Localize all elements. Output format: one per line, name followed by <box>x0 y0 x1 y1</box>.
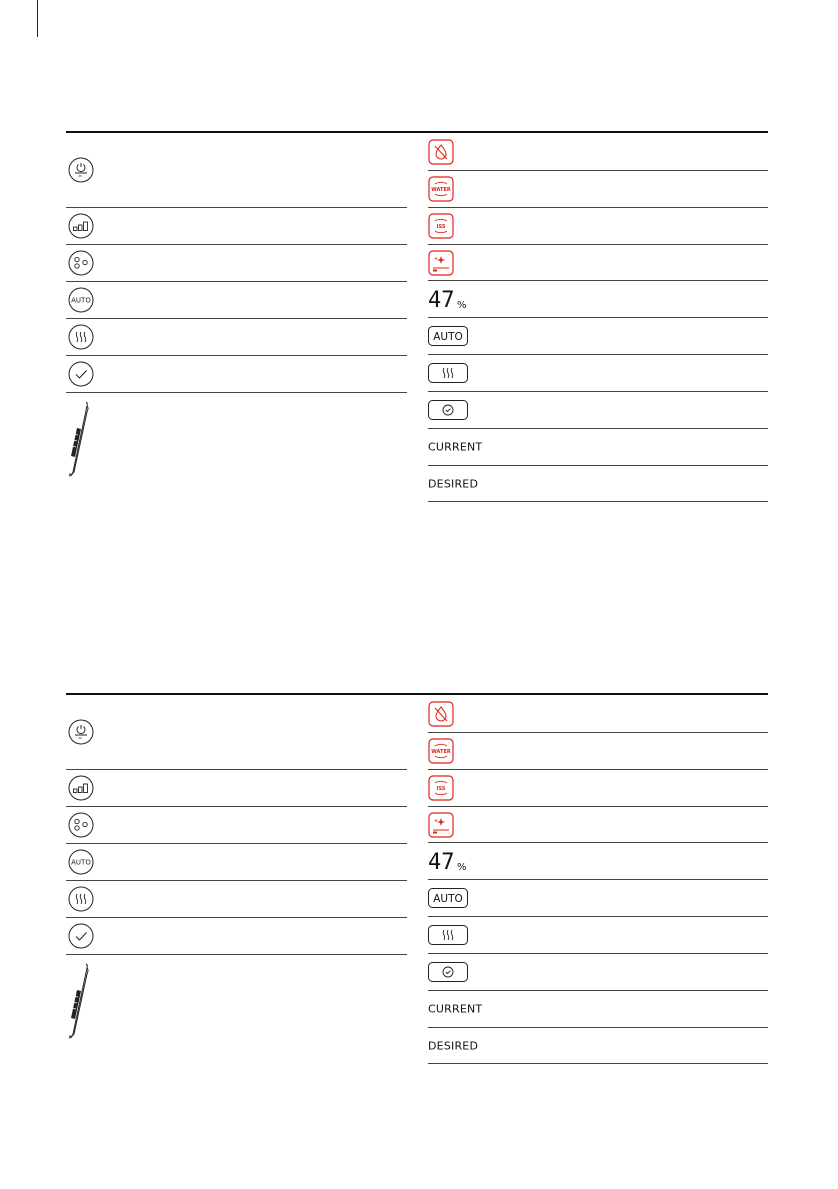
table-row <box>66 282 407 319</box>
table-row <box>66 918 407 955</box>
svg-text:AUTO: AUTO <box>71 296 91 305</box>
svg-text:%: % <box>457 300 467 311</box>
desired-label: DESIRED <box>428 1039 479 1052</box>
left-column <box>66 695 407 1047</box>
svg-text:ISS: ISS <box>436 224 446 230</box>
ion-bubbles-icon <box>68 812 94 838</box>
page-margin-line <box>37 0 38 37</box>
timer-indicator-icon <box>428 400 468 420</box>
table-row <box>428 245 768 281</box>
svg-text:%: % <box>457 862 467 873</box>
iss-cleaning-indicator-icon <box>428 775 454 801</box>
svg-text:47: 47 <box>428 850 455 873</box>
current-label: CURRENT <box>428 1002 483 1016</box>
desired-label: DESIRED <box>428 477 479 490</box>
auto-indicator-icon <box>428 888 468 908</box>
table-row <box>428 733 768 770</box>
heat-indicator-icon <box>428 925 468 945</box>
filter-clean-indicator-icon <box>428 250 454 276</box>
table-row <box>428 171 768 208</box>
table-row <box>66 695 407 770</box>
svg-text:WATER: WATER <box>431 187 451 193</box>
svg-text:WATER: WATER <box>431 749 451 755</box>
table-row <box>428 208 768 245</box>
water-refill-indicator-icon <box>428 738 454 764</box>
no-water-indicator-icon <box>428 701 454 727</box>
table-row <box>66 356 407 393</box>
table-row <box>428 917 768 954</box>
svg-text:3S: 3S <box>78 736 82 740</box>
heat-indicator-icon <box>428 363 468 383</box>
table-row <box>428 807 768 843</box>
timer-indicator-icon <box>428 962 468 982</box>
power-button-icon <box>68 719 94 745</box>
water-refill-indicator-icon <box>428 176 454 202</box>
svg-text:AUTO: AUTO <box>433 331 463 343</box>
table-row <box>66 881 407 918</box>
table-row <box>428 1028 768 1064</box>
auto-mode-icon <box>68 849 94 875</box>
fan-speed-icon <box>68 213 94 239</box>
table-row <box>428 991 768 1028</box>
table-row <box>66 245 407 282</box>
table-row <box>66 319 407 356</box>
humidity-display-icon <box>428 287 472 311</box>
table-row <box>66 770 407 807</box>
current-label: CURRENT <box>428 440 483 454</box>
humidity-display-icon <box>428 849 472 873</box>
humidity-probe-icon <box>65 962 91 1040</box>
table-row <box>428 281 768 318</box>
svg-text:AUTO: AUTO <box>433 893 463 905</box>
right-column <box>428 695 768 1064</box>
table-row <box>428 770 768 807</box>
checkmark-icon <box>68 361 94 387</box>
svg-text:AUTO: AUTO <box>71 858 91 867</box>
table-row <box>428 466 768 502</box>
table-row <box>428 392 768 429</box>
iss-cleaning-indicator-icon <box>428 213 454 239</box>
table-row <box>428 880 768 917</box>
table-row <box>428 843 768 880</box>
ion-bubbles-icon <box>68 250 94 276</box>
checkmark-icon <box>68 923 94 949</box>
svg-text:ISS: ISS <box>436 786 446 792</box>
heat-waves-icon <box>68 886 94 912</box>
humidity-probe-icon <box>65 400 91 478</box>
table-row <box>428 954 768 991</box>
filter-clean-indicator-icon <box>428 812 454 838</box>
left-column <box>66 133 407 485</box>
heat-waves-icon <box>68 324 94 350</box>
table-row <box>66 393 407 485</box>
svg-text:3S: 3S <box>78 174 82 178</box>
no-water-indicator-icon <box>428 139 454 165</box>
table-row <box>66 844 407 881</box>
table-row <box>66 133 407 208</box>
power-button-icon <box>68 157 94 183</box>
right-column <box>428 133 768 502</box>
auto-indicator-icon <box>428 326 468 346</box>
table-row <box>428 429 768 466</box>
table-row <box>428 318 768 355</box>
table-row <box>66 955 407 1047</box>
table-row <box>428 695 768 733</box>
table-row <box>66 807 407 844</box>
table-row <box>428 355 768 392</box>
table-row <box>66 208 407 245</box>
svg-text:47: 47 <box>428 288 455 311</box>
fan-speed-icon <box>68 775 94 801</box>
auto-mode-icon <box>68 287 94 313</box>
table-row <box>428 133 768 171</box>
